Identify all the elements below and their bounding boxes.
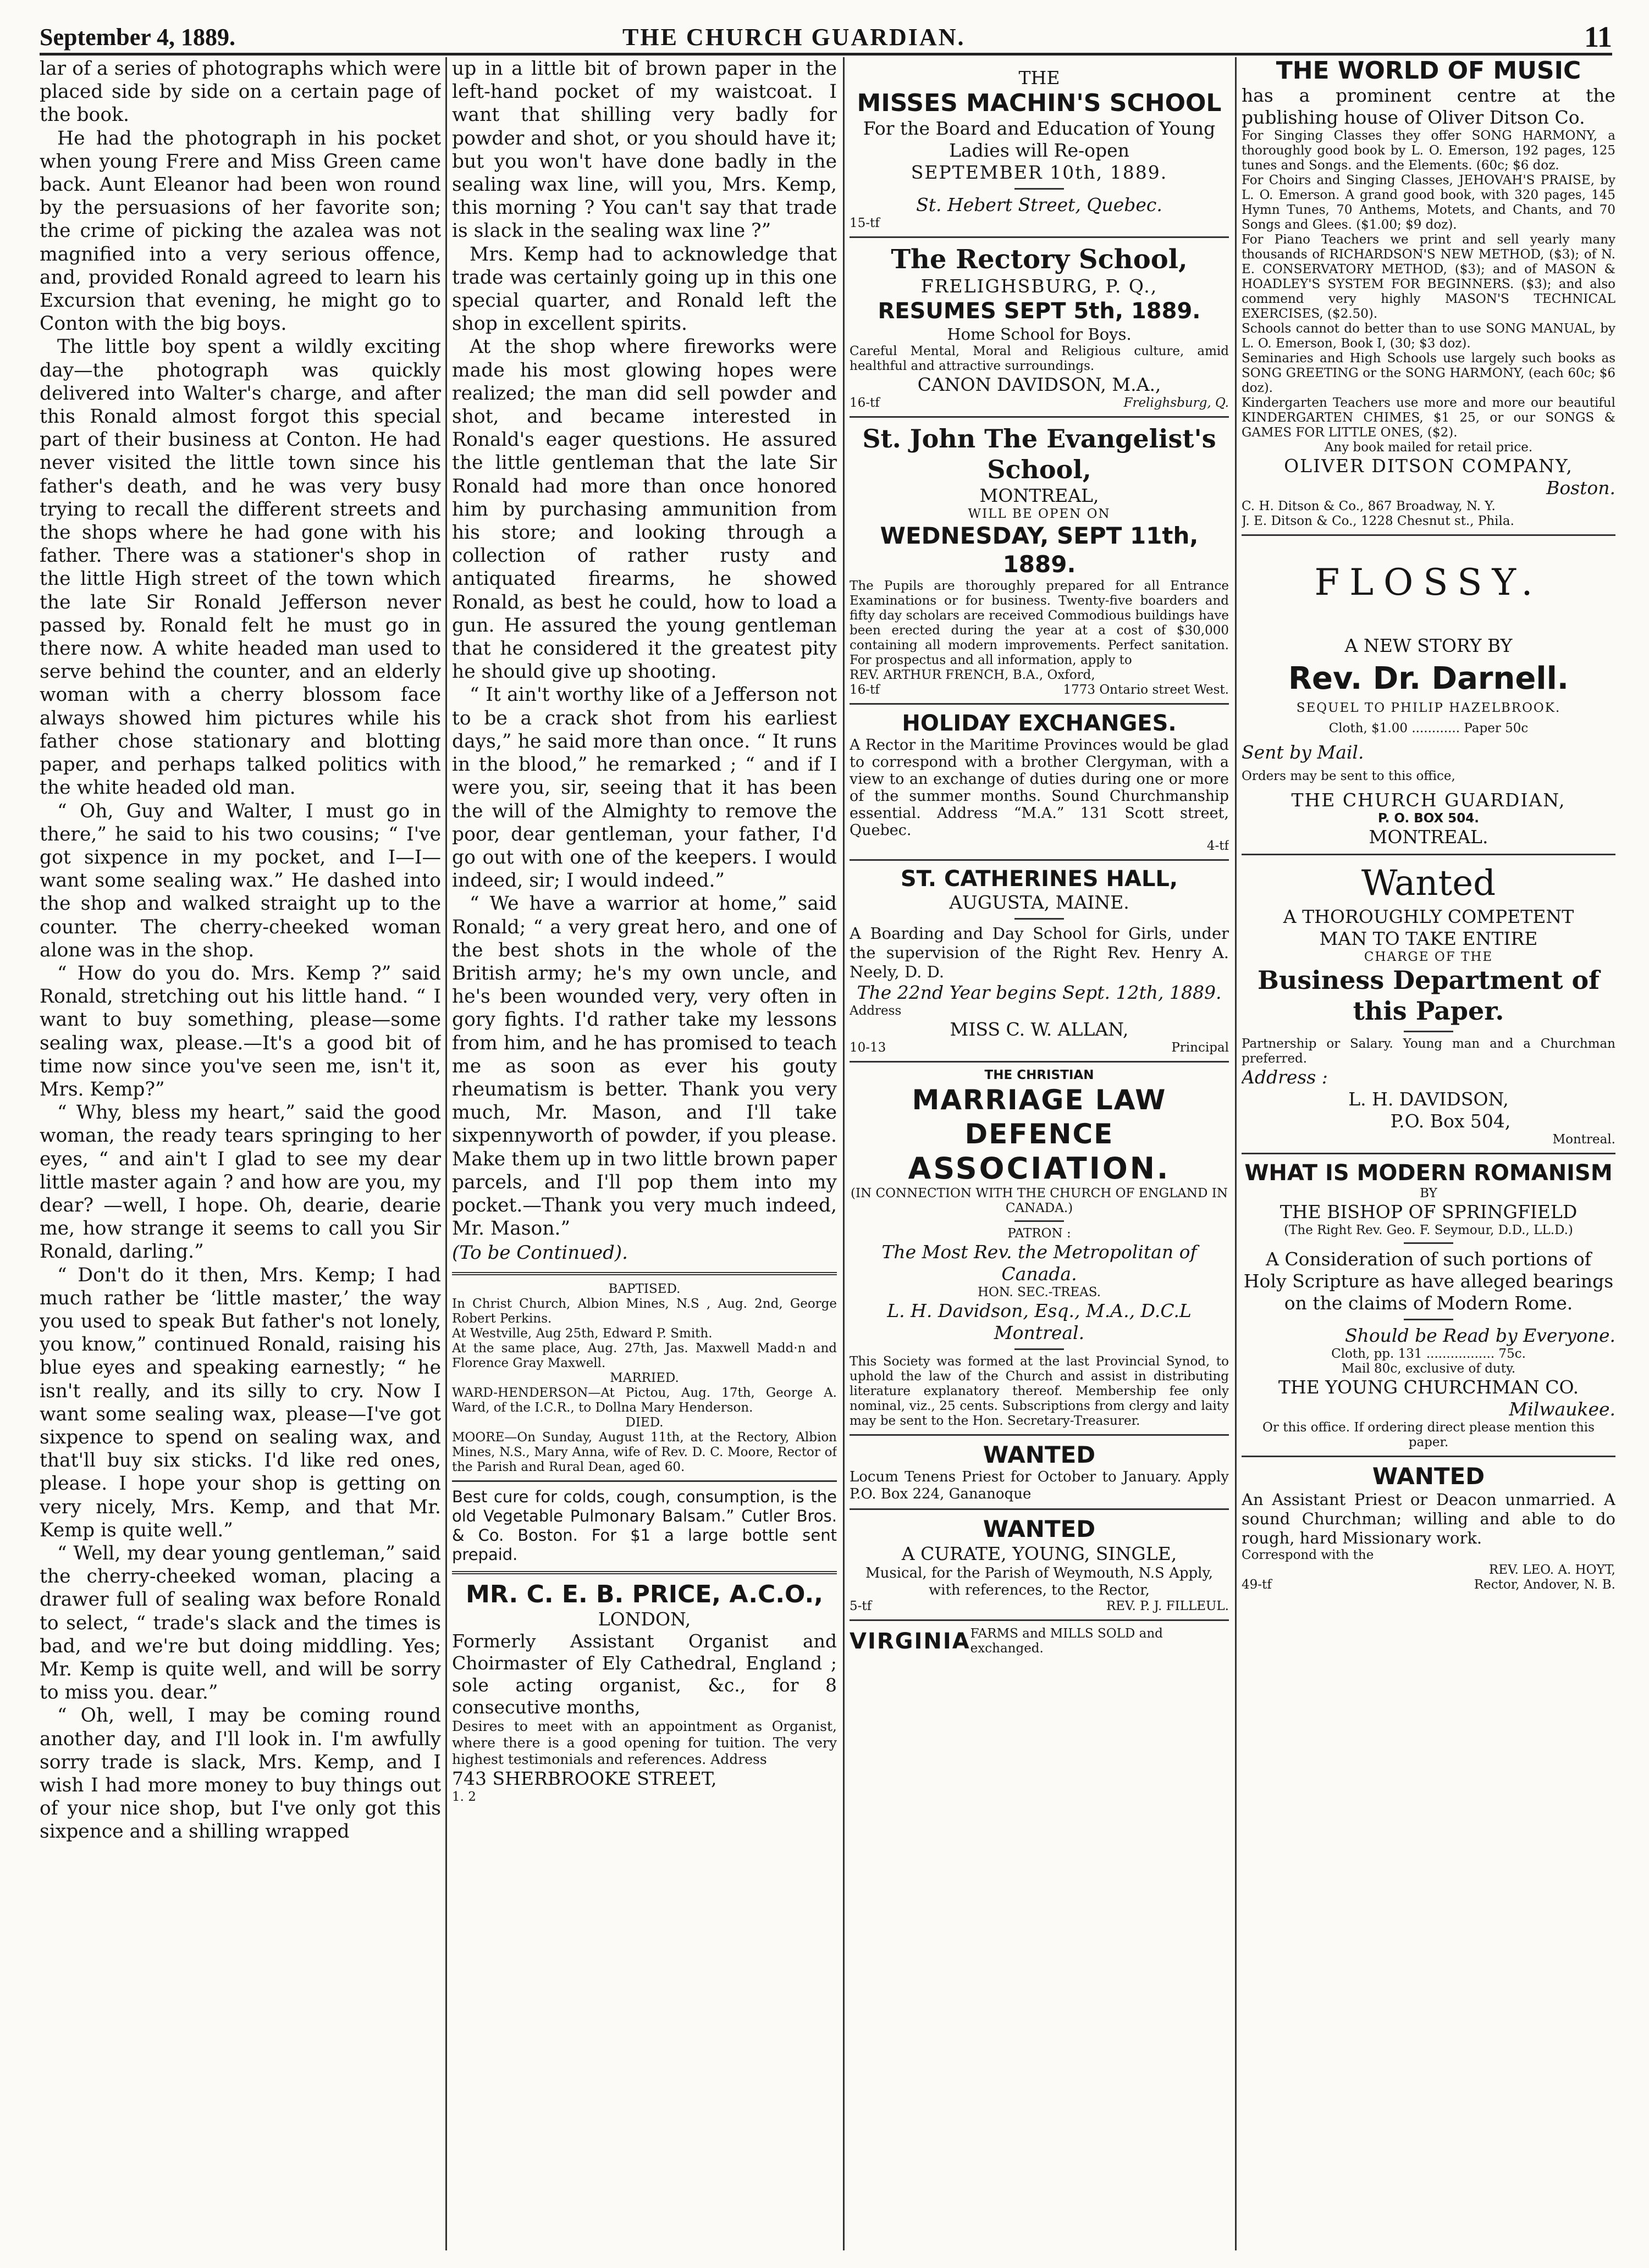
story-paragraph: Mrs. Kemp had to acknowledge that trade was certainly going up in this one special quarter, and Ronald left the shop in excellent spirits. bbox=[452, 243, 837, 335]
price-ad-city: LONDON, bbox=[598, 1608, 691, 1630]
wanted-business-line1: A THOROUGHLY COMPETENT bbox=[1283, 906, 1574, 927]
st-catherines-address-label: Address bbox=[850, 1004, 902, 1018]
marriage-head1: MARRIAGE LAW DEFENCE bbox=[912, 1084, 1167, 1150]
rectory-sub: Home School for Boys. bbox=[947, 325, 1132, 344]
cure-ad-text: Best cure for colds, cough, consumption, is the old Vegetable Pulmonary Balsam.” Cutler Bros. & Co. Boston. For $1 a large bottle sent prepaid. bbox=[452, 1487, 837, 1564]
divider bbox=[1014, 188, 1064, 190]
music-city: Boston. bbox=[1546, 477, 1615, 499]
rectory-body: Careful Mental, Moral and Religious culture, amid healthful and attractive surroundings. bbox=[850, 344, 1229, 373]
music-item: Any book mailed for retail price. bbox=[1324, 440, 1533, 455]
wanted-curate-code: 5-tf bbox=[850, 1599, 872, 1613]
st-catherines-code: 10-13 bbox=[850, 1041, 886, 1055]
divider bbox=[1404, 1031, 1453, 1032]
rectory-code: 16-tf bbox=[850, 396, 880, 410]
flossy-paper: THE CHURCH GUARDIAN, bbox=[1291, 789, 1566, 811]
st-john-body: The Pupils are thoroughly prepared for all Entrance Examinations or for business. Twenty-five boarders and fifty day scholars are received Commodious buildings have been erected during the year at a cost of $30,000 containing all modern improvements. Perfect sanitation. For prospectus and all information, apply to bbox=[850, 579, 1229, 667]
music-item: Seminaries and High Schools use largely such books as SONG GREETING or the SONG HARMONY, (each 60c; $6 doz). bbox=[1242, 351, 1615, 395]
romanism-bishop-name: (The Right Rev. Geo. F. Seymour, D.D., LL.D.) bbox=[1284, 1223, 1573, 1237]
notice-entry: MOORE—On Sunday, August 11th, at the Rectory, Albion Mines, N.S., Mary Anna, wife of Rev. D. C. Moore, Rector of the Parish and Rural Dean, aged 60. bbox=[452, 1430, 837, 1475]
holiday-code: 4-tf bbox=[1206, 839, 1229, 853]
flossy-title: FLOSSY. bbox=[1314, 561, 1543, 604]
wanted-business-body: Partnership or Salary. Young man and a Churchman preferred. bbox=[1242, 1037, 1615, 1066]
divider bbox=[1014, 918, 1064, 920]
marriage-head2: ASSOCIATION. bbox=[908, 1151, 1171, 1186]
machin-date: SEPTEMBER 10th, 1889. bbox=[911, 162, 1168, 183]
st-catherines-place: AUGUSTA, MAINE. bbox=[949, 892, 1129, 913]
st-catherines-head: ST. CATHERINES HALL, bbox=[900, 866, 1178, 892]
wanted-priest-corr: Correspond with the bbox=[1242, 1548, 1374, 1562]
paper-title: THE CHURCH GUARDIAN. bbox=[622, 24, 966, 51]
music-intro: has a prominent centre at the publishing house of Oliver Ditson Co. bbox=[1242, 85, 1615, 128]
divider bbox=[1404, 1242, 1453, 1244]
column-rule bbox=[1235, 57, 1237, 2250]
virginia-ad bbox=[850, 1627, 1229, 1656]
divider bbox=[1014, 1220, 1064, 1222]
marriage-patron: The Most Rev. the Metropolitan of Canada. bbox=[881, 1241, 1197, 1285]
music-addr2: J. E. Ditson & Co., 1228 Chesnut st., Phila. bbox=[1242, 514, 1514, 528]
flossy-box: P. O. BOX 504. bbox=[1378, 811, 1479, 826]
price-ad-code: 1. 2 bbox=[452, 1790, 476, 1805]
flossy-orders: Orders may be sent to this office, bbox=[1242, 769, 1455, 783]
story-paragraph: up in a little bit of brown paper in the left-hand pocket of my waistcoat. I want that shilling very badly for powder and shot, or you should have it; but you won't have done badly in the sealing wax line, will you, Mrs. Kemp, this morning ? You can't say that trade is slack in the sealing wax line ?” bbox=[452, 58, 837, 242]
st-john-street: 1773 Ontario street West. bbox=[1063, 683, 1229, 697]
wanted-curate-line2: Musical, for the Parish of Weymouth, N.S Apply, with references, to the Rector, bbox=[865, 1565, 1213, 1598]
story-paragraph: “ Oh, Guy and Walter, I must go in there,” he said to his two cousins; “ I've got sixpence in my pocket, and I—I—want some sealing wax.” He dashed into the shop and walked straight up to the counter. The cherry-cheeked woman alone was in the shop. bbox=[40, 800, 441, 961]
rectory-school-ad bbox=[850, 244, 1229, 411]
story-paragraph: “ Oh, well, I may be coming round another day, and I'll look in. I'm awfully sorry trade is slack, Mrs. Kemp, and I wish I had more money to buy things out of your nice shop, but I've only got this sixpence and a shilling wrapped bbox=[40, 1705, 441, 1843]
price-ad-address: 743 SHERBROOKE STREET, bbox=[452, 1768, 717, 1790]
notice-entry: In Christ Church, Albion Mines, N.S , Aug. 2nd, George Robert Perkins. bbox=[452, 1297, 837, 1326]
story-column-1 bbox=[40, 57, 441, 2250]
notice-heading: BAPTISED. bbox=[608, 1282, 681, 1297]
to-be-continued: (To be Continued). bbox=[452, 1242, 628, 1264]
wanted-business-ad bbox=[1242, 861, 1615, 1147]
rectory-where: Frelighsburg, Q. bbox=[1123, 396, 1229, 410]
divider bbox=[1404, 1319, 1453, 1320]
wanted-priest-body: An Assistant Priest or Deacon unmarried. A sound Churchman; willing and able to do rough, hard Missionary work. bbox=[1242, 1490, 1615, 1547]
st-catherines-body: A Boarding and Day School for Girls, under the supervision of the Right Rev. Henry A. Neely, D. D. bbox=[850, 924, 1229, 981]
virginia-text: FARMS and MILLS SOLD and exchanged. bbox=[970, 1627, 1163, 1656]
divider bbox=[1242, 1153, 1615, 1154]
st-catherines-role: Principal bbox=[1171, 1041, 1229, 1055]
rectory-name: The Rectory School, bbox=[891, 244, 1188, 275]
st-john-city: MONTREAL, bbox=[979, 485, 1099, 506]
story-paragraph: The little boy spent a wildly exciting day—the photograph was quickly delivered into Walter's charge, and after this Ronald almost forgot this special part of their business at Conton. He had never visited the little town since his father's death, and he was very busy trying to recall the different streets and the shops where he had gone with his father. There was a stationer's shop in the little High street of the town which the late Sir Ronald Jefferson never passed by. Ronald felt he must go in there now. A white headed man used to serve behind the counter, and an elderly woman with a cherry blossom face always showed him pictures while his father chose stationary and blotting paper, and perhaps talked politics with the white headed old man. bbox=[40, 336, 441, 799]
machin-name: MISSES MACHIN'S SCHOOL bbox=[857, 89, 1222, 117]
wanted-curate-head: WANTED bbox=[983, 1515, 1096, 1542]
story-paragraph: “ We have a warrior at home,” said Ronald; “ a very great hero, and one of the best shots in the whole of the British army; he's my own uncle, and he's been wounded very, very often in gory fights. I'd rather take my lessons from him, and he has promised to teach me as soon as ever his gouty rheumatism is better. Thank you very much, Mr. Mason, and I'll take sixpennyworth of powder, if you please. Make them up in two little brown paper parcels, and I'll pop them into my pocket.—Thank you very much indeed, Mr. Mason.” bbox=[452, 893, 837, 1240]
romanism-by: BY bbox=[1420, 1186, 1437, 1201]
rectory-place: FRELIGHSBURG, P. Q., bbox=[920, 275, 1158, 297]
marriage-hon: L. H. Davidson, Esq., M.A., D.C.L Montreal. bbox=[887, 1300, 1192, 1343]
story-paragraph: “ Why, bless my heart,” said the good woman, the ready tears springing to her eyes, “ and ain't I glad to see my dear little master again ? and how are you, my dear? —well, I hope. Oh, dearie, dearie me, how strange it seems to call you Sir Ronald, darling.” bbox=[40, 1102, 441, 1263]
romanism-mail: Mail 80c, exclusive of duty. bbox=[1341, 1362, 1516, 1376]
story-paragraph: “ Well, my dear young gentleman,” said the cherry-cheeked woman, placing a drawer full of sealing wax before Ronald to select, “ trade's slack and the times is bad, and we're but doing middling. Yes; Mr. Kemp is quite well, and will be sorry to miss you. dear.” bbox=[40, 1542, 441, 1704]
romanism-city: Milwaukee. bbox=[1509, 1398, 1615, 1420]
st-john-date: WEDNESDAY, SEPT 11th, 1889. bbox=[880, 522, 1199, 578]
notice-entry: At Westville, Aug 25th, Edward P. Smith. bbox=[452, 1326, 713, 1341]
issue-date: September 4, 1889. bbox=[40, 24, 236, 51]
story-paragraph: At the shop where fireworks were made his most glowing hopes were realized; the man did sell powder and shot, and became interested in Ronald's eager questions. He assured the little gentleman that the late Sir Ronald had more than once honored him by purchasing ammunition from his store; and looking through a collection of rather rusty and antiquated firearms, he showed Ronald, as best he could, how to load a gun. He assured the young gentleman that he considered it the greatest pity he should give up shooting. bbox=[452, 336, 837, 683]
divider bbox=[850, 703, 1229, 705]
cure-ad bbox=[452, 1487, 837, 1564]
flossy-cloth: Cloth, $1.00 ............ Paper 50c bbox=[1328, 721, 1529, 735]
divider bbox=[1242, 1456, 1615, 1457]
machin-school-ad bbox=[850, 67, 1229, 231]
notice-heading: DIED. bbox=[625, 1415, 664, 1430]
romanism-cloth: Cloth, pp. 131 ................. 75c. bbox=[1331, 1347, 1526, 1361]
wanted-priest-rev: REV. LEO. A. HOYT, bbox=[1488, 1563, 1615, 1577]
music-item: For Singing Classes they offer SONG HARMONY, a thoroughly good book by L. O. Emerson, 192 pages, 125 tunes and Songs. and the Elements. (60c; $6 doz. bbox=[1242, 129, 1615, 173]
wanted-priest-rector: Rector, Andover, N. B. bbox=[1474, 1578, 1615, 1592]
wanted-locum-ad bbox=[850, 1441, 1229, 1503]
st-john-school-ad bbox=[850, 423, 1229, 698]
story-paragraph: He had the photograph in his pocket when young Frere and Miss Green came back. Aunt Eleanor had been won round by the persuasions of her favorite son; the crime of picking the azalea was not magnified into a very serious offence, and, provided Ronald agreed to learn his Excursion that evening, he might go to Conton with the big boys. bbox=[40, 127, 441, 335]
divider bbox=[850, 236, 1229, 238]
wanted-business-line2: MAN TO TAKE ENTIRE bbox=[1319, 928, 1538, 949]
holiday-body: A Rector in the Maritime Provinces would be glad to correspond with a brother Clergyman, with a view to an exchange of duties during one or more of the summer months. Sound Churchmanship essential. Address “M.A.” 131 Scott street, Quebec. bbox=[850, 737, 1229, 839]
wanted-priest-head: WANTED bbox=[1372, 1463, 1485, 1490]
divider bbox=[850, 1434, 1229, 1436]
music-item: For Choirs and Singing Classes, JEHOVAH'S PRAISE, by L. O. Emerson. A grand good book, with 320 pages, 145 Hymn Tunes, 70 Anthems, Motets, and Chants, and 70 Songs and Glees. ($1.00; $9 doz). bbox=[1242, 173, 1615, 232]
story-paragraph: “ How do you do. Mrs. Kemp ?” said Ronald, stretching out his little hand. “ I want to buy something, please—some sealing wax, please.—It's a good bit of time now since you've seen me, isn't it, Mrs. Kemp?” bbox=[40, 962, 441, 1100]
romanism-note: Or this office. If ordering direct please mention this paper. bbox=[1262, 1420, 1595, 1450]
divider bbox=[850, 1508, 1229, 1510]
notices bbox=[452, 1282, 837, 1475]
flossy-ad bbox=[1242, 552, 1615, 848]
st-john-name: St. John The Evangelist's School, bbox=[862, 424, 1216, 484]
story-column-2 bbox=[452, 57, 837, 2250]
story-paragraph: “ Don't do it then, Mrs. Kemp; I had much rather be ‘little master,’ the way you used to speak But father's not lonely, you know,” continued Ronald, raising his blue eyes and speaking earnestly; “ he isn't really, and its silly to cry. Now I want some sealing wax, please—I've got sixpence to spend on sealing wax, and that'll buy six sticks. I'd like red ones, please. I hope your shop is getting on very nicely, Mrs. Kemp, and that Mr. Kemp is quite well.” bbox=[40, 1264, 441, 1541]
divider bbox=[1242, 534, 1615, 536]
masthead bbox=[40, 20, 1612, 56]
divider bbox=[850, 859, 1229, 861]
marriage-body: This Society was formed at the last Provincial Synod, to uphold the law of the Church and assist in distributing literature explanatory thereof. Membership fee only nominal, viz., 25 cents. Subscriptions from clergy and laity may be sent to the Hon. Secretary-Treasurer. bbox=[850, 1354, 1229, 1428]
wanted-business-box: P.O. Box 504, bbox=[1390, 1110, 1511, 1132]
romanism-head: WHAT IS MODERN ROMANISM bbox=[1244, 1160, 1613, 1186]
st-john-code: 16-tf bbox=[850, 683, 880, 697]
ads-column-4 bbox=[1242, 57, 1615, 2250]
wanted-business-line3: CHARGE OF THE bbox=[1364, 950, 1493, 964]
romanism-company: THE YOUNG CHURCHMAN CO. bbox=[1278, 1376, 1579, 1398]
divider bbox=[850, 1619, 1229, 1621]
machin-the: THE bbox=[1018, 67, 1060, 88]
music-head: THE WORLD OF MUSIC bbox=[1276, 57, 1581, 85]
column-rule bbox=[445, 57, 447, 2250]
romanism-body: A Consideration of such portions of Holy Scripture as have alleged bearings on the claims of Modern Rome. bbox=[1243, 1248, 1614, 1314]
st-john-footer bbox=[850, 683, 1229, 698]
price-ad-name: MR. C. E. B. PRICE, A.C.O., bbox=[466, 1580, 823, 1609]
wanted-locum-body: Locum Tenens Priest for October to January. Apply P.O. Box 224, Gananoque bbox=[850, 1469, 1229, 1502]
st-catherines-name: MISS C. W. ALLAN, bbox=[950, 1019, 1129, 1040]
rectory-canon: CANON DAVIDSON, M.A., bbox=[917, 374, 1161, 395]
wanted-business-address-label: Address : bbox=[1242, 1066, 1328, 1088]
divider bbox=[452, 1571, 837, 1574]
page-number: 11 bbox=[1584, 20, 1612, 53]
flossy-city: MONTREAL. bbox=[1369, 826, 1488, 848]
machin-address: St. Hebert Street, Quebec. bbox=[916, 194, 1162, 215]
flossy-sub: A NEW STORY BY bbox=[1344, 635, 1513, 656]
wanted-curate-rev: REV. P. J. FILLEUL. bbox=[1106, 1599, 1229, 1613]
divider bbox=[452, 1272, 837, 1275]
wanted-curate-footer bbox=[850, 1599, 1229, 1614]
music-addr1: C. H. Ditson & Co., 867 Broadway, N. Y. bbox=[1242, 499, 1496, 513]
wanted-curate-line1: A CURATE, YOUNG, SINGLE, bbox=[901, 1543, 1177, 1564]
marriage-the: THE CHRISTIAN bbox=[984, 1068, 1094, 1082]
price-ad bbox=[452, 1581, 837, 1805]
wanted-priest-code: 49-tf bbox=[1242, 1578, 1272, 1592]
story-paragraph: “ It ain't worthy like of a Jefferson not to be a crack shot from his earliest days,” he said more than once. “ It runs in the blood,” he remarked ; “ and if I were you, sir, seeing that it has been the will of the Almighty to remove the poor, dear gentleman, your father, I'd go out with one of the keepers. I would indeed, sir; I would indeed.” bbox=[452, 684, 837, 892]
st-catherines-year: The 22nd Year begins Sept. 12th, 1889. bbox=[857, 982, 1222, 1003]
divider bbox=[850, 1061, 1229, 1063]
virginia-head: VIRGINIA bbox=[850, 1629, 970, 1654]
world-of-music-ad bbox=[1242, 57, 1615, 529]
music-company: OLIVER DITSON COMPANY, bbox=[1284, 455, 1573, 477]
flossy-author: Rev. Dr. Darnell. bbox=[1288, 661, 1569, 696]
wanted-business-head: Wanted bbox=[1361, 863, 1496, 904]
marriage-law-ad bbox=[850, 1068, 1229, 1429]
marriage-conn: (IN CONNECTION WITH THE CHURCH OF ENGLAND IN CANADA.) bbox=[851, 1186, 1228, 1215]
st-john-open: WILL BE OPEN ON bbox=[968, 507, 1111, 521]
divider bbox=[452, 1480, 837, 1482]
wanted-business-name: L. H. DAVIDSON, bbox=[1348, 1088, 1509, 1110]
music-item: For Piano Teachers we print and sell yearly many thousands of RICHARDSON'S NEW METHOD, ($3); of N. E. CONSERVATORY METHOD, ($3); and of MASON & HOADLEY'S SYSTEM FOR BEGINNERS. ($3); and also commend very highly MASON'S TECHNICAL EXERCISES, ($2.50). bbox=[1242, 233, 1615, 321]
price-ad-desc: Desires to meet with an appointment as Organist, where there is a good opening for tuition. The very highest testimonials and references. Address bbox=[452, 1718, 837, 1768]
machin-body: For the Board and Education of Young Ladies will Re-open bbox=[863, 118, 1216, 161]
wanted-curate-ad bbox=[850, 1515, 1229, 1614]
st-catherines-ad bbox=[850, 866, 1229, 1055]
romanism-bishop: THE BISHOP OF SPRINGFIELD bbox=[1280, 1201, 1578, 1222]
flossy-sent: Sent by Mail. bbox=[1242, 742, 1364, 763]
music-item: Kindergarten Teachers use more and more our beautiful KINDERGARTEN CHIMES, $1 25, or our SONGS & GAMES FOR LITTLE ONES, ($2). bbox=[1242, 396, 1615, 440]
holiday-exchanges-ad bbox=[850, 710, 1229, 854]
story-paragraph: lar of a series of photographs which were placed side by side on a certain page of the book. bbox=[40, 58, 441, 126]
wanted-priest-footer bbox=[1242, 1578, 1615, 1592]
music-item: Schools cannot do better than to use SONG MANUAL, by L. O. Emerson, Book I, (30; $3 doz). bbox=[1242, 322, 1615, 351]
wanted-priest-ad bbox=[1242, 1463, 1615, 1592]
modern-romanism-ad bbox=[1242, 1160, 1615, 1450]
st-catherines-footer bbox=[850, 1041, 1229, 1055]
ads-column-3 bbox=[850, 57, 1229, 2250]
st-john-rev: REV. ARTHUR FRENCH, B.A., Oxford, bbox=[850, 668, 1095, 682]
marriage-hon-label: HON. SEC.-TREAS. bbox=[977, 1285, 1101, 1299]
machin-code: 15-tf bbox=[850, 216, 880, 230]
marriage-patron-label: PATRON : bbox=[1007, 1226, 1071, 1241]
notice-heading: MARRIED. bbox=[610, 1371, 679, 1386]
column-rule bbox=[843, 57, 845, 2250]
divider bbox=[1014, 1348, 1064, 1350]
romanism-read: Should be Read by Everyone. bbox=[1344, 1325, 1615, 1346]
price-ad-body: Formerly Assistant Organist and Choirmaster of Ely Cathedral, England ; sole acting organist, &c., for 8 consecutive months, bbox=[452, 1630, 837, 1718]
wanted-business-city: Montreal. bbox=[1552, 1132, 1615, 1147]
rectory-footer bbox=[850, 396, 1229, 411]
divider bbox=[1242, 854, 1615, 855]
flossy-sequel: SEQUEL TO PHILIP HAZELBROOK. bbox=[1296, 701, 1561, 715]
divider bbox=[850, 416, 1229, 418]
notice-entry: At the same place, Aug. 27th, Jas. Maxwell Madd·n and Florence Gray Maxwell. bbox=[452, 1341, 837, 1371]
holiday-head: HOLIDAY EXCHANGES. bbox=[902, 711, 1177, 736]
wanted-business-line4: Business Department of this Paper. bbox=[1258, 965, 1600, 1026]
notice-entry: WARD-HENDERSON—At Pictou, Aug. 17th, George A. Ward, of the I.C.R., to Dollna Mary Henderson. bbox=[452, 1386, 837, 1415]
rectory-resumes: RESUMES SEPT 5th, 1889. bbox=[878, 298, 1201, 324]
wanted-locum-head: WANTED bbox=[983, 1441, 1096, 1468]
